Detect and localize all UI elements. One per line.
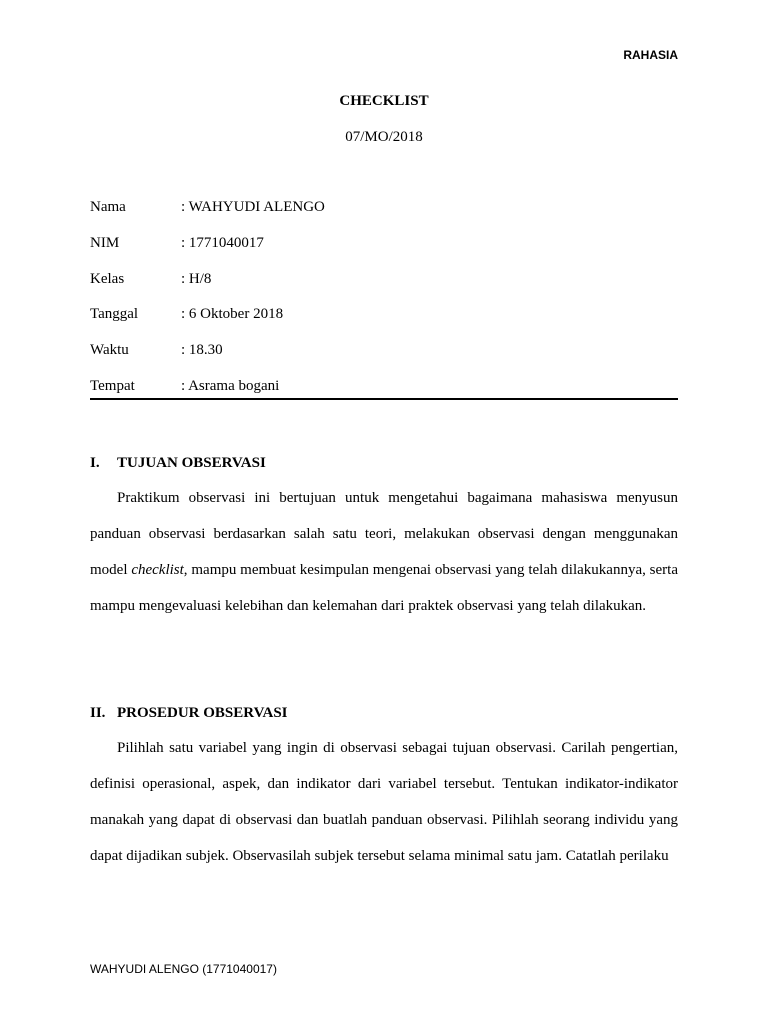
info-row-waktu <box>90 342 678 378</box>
section-heading-tujuan <box>90 455 266 472</box>
info-divider <box>90 398 678 400</box>
document-title: CHECKLIST <box>339 93 429 109</box>
paragraph-text: , mampu membuat kesimpulan mengenai observasi yang telah dilakukannya, serta mampu mengevaluasi kelebihan dan kelemahan dari praktek observasi yang telah dilakukan. <box>90 562 678 614</box>
document-code: 07/MO/2018 <box>345 129 423 145</box>
page-footer: WAHYUDI ALENGO (1771040017) <box>90 962 277 976</box>
info-block <box>90 199 678 414</box>
paragraph-text: Praktikum observasi ini bertujuan untuk mengetahui bagaimana mahasiswa menyusun panduan observasi berdasarkan salah satu teori, melakukan observasi dengan menggunakan model <box>90 490 678 578</box>
info-label: Waktu <box>90 342 129 359</box>
section-heading-prosedur <box>90 705 288 722</box>
info-label: Tempat <box>90 377 135 394</box>
paragraph-italic-term: checklist <box>131 562 184 578</box>
info-value: : H/8 <box>181 270 212 287</box>
section-number: II. <box>90 705 106 721</box>
info-row-tempat <box>90 378 678 414</box>
info-label: Nama <box>90 199 126 215</box>
section-title: TUJUAN OBSERVASI <box>117 455 266 471</box>
info-label: NIM <box>90 234 120 251</box>
info-value: : 1771040017 <box>181 234 264 251</box>
section-title: PROSEDUR OBSERVASI <box>117 705 288 721</box>
info-row-kelas <box>90 271 678 307</box>
section-number: I. <box>90 455 100 471</box>
info-row-nama <box>90 199 678 235</box>
info-row-nim <box>90 235 678 271</box>
info-value: : 18.30 <box>181 342 223 359</box>
info-row-tanggal <box>90 306 678 342</box>
section-paragraph-prosedur: Pilihlah satu variabel yang ingin di observasi sebagai tujuan observasi. Carilah pengertian, definisi operasional, aspek, dan indikator dari variabel tersebut. Tentukan indikator-indikator manakah yang dapat di observasi dan buatlah panduan observasi. Pilihlah seorang individu yang dapat dijadikan subjek. Observasilah subjek tersebut selama minimal satu jam. Catatlah perilaku <box>90 740 678 864</box>
section-paragraph-tujuan <box>90 480 678 624</box>
info-value: : 6 Oktober 2018 <box>181 306 284 323</box>
info-label: Kelas <box>90 270 125 287</box>
info-label: Tanggal <box>90 306 139 323</box>
info-value: : Asrama bogani <box>181 377 280 394</box>
page-header-classification: RAHASIA <box>623 48 678 62</box>
info-value: : WAHYUDI ALENGO <box>181 199 325 215</box>
